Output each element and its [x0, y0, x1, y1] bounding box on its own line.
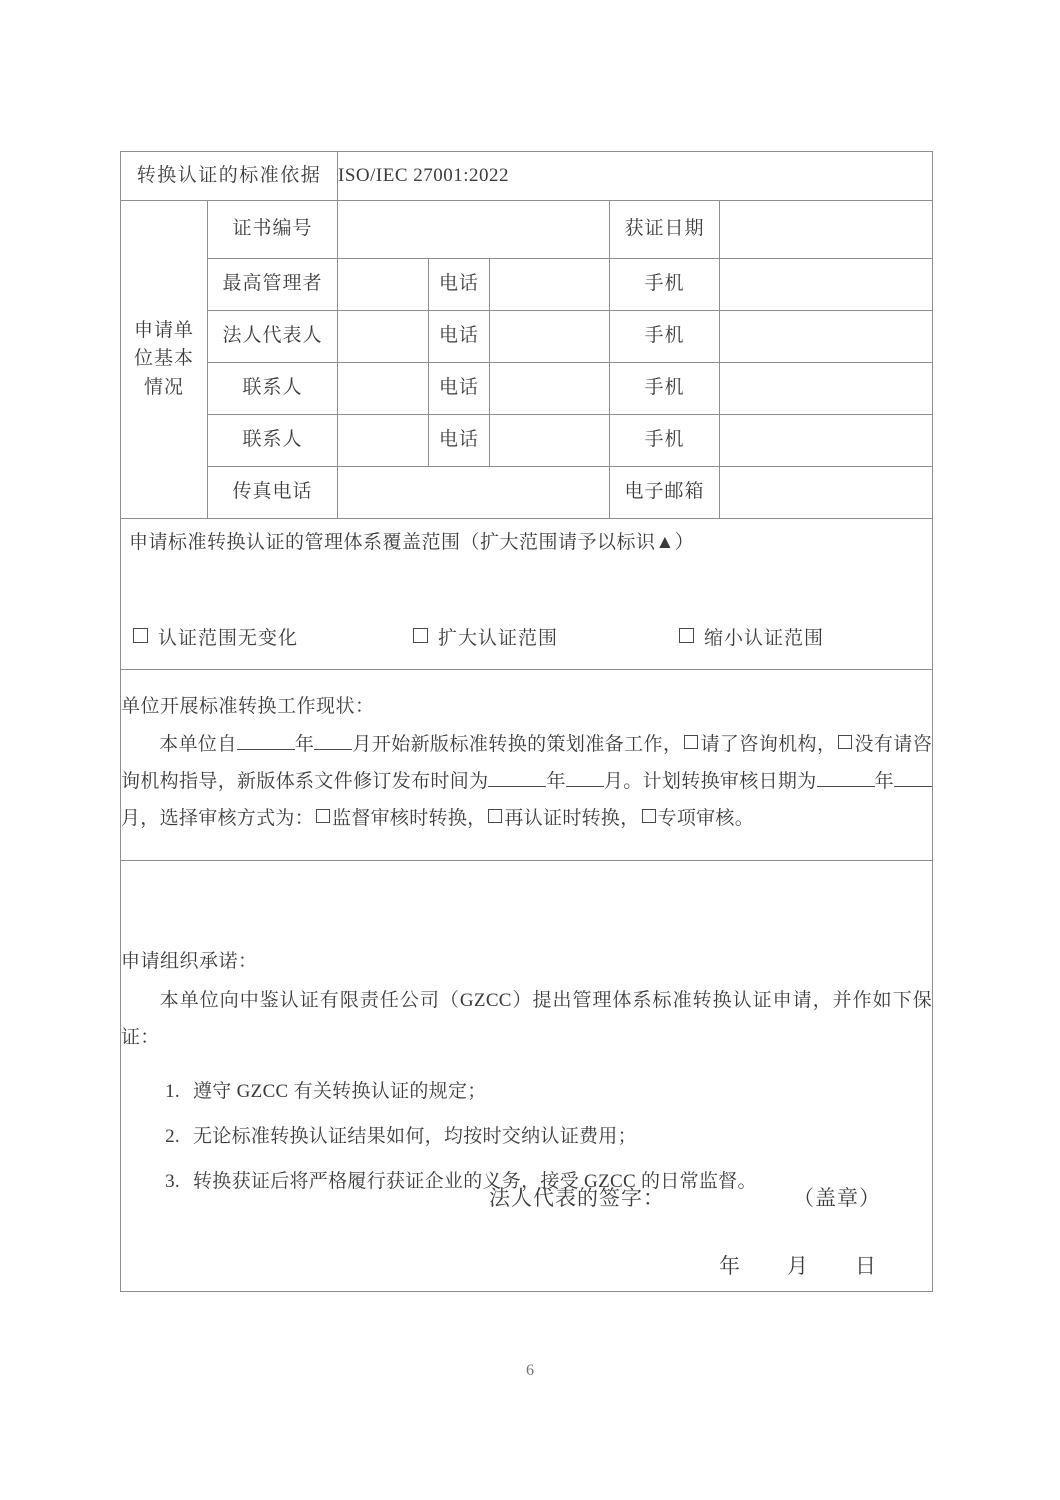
list-item: 3. 转换获证后将严格履行获证企业的义务，接受 GZCC 的日常监督。 — [185, 1160, 932, 1205]
blank-month-3[interactable] — [894, 786, 932, 787]
contact-2-phone-value[interactable] — [490, 415, 610, 467]
status-paragraph — [121, 726, 932, 837]
contact-1-mobile-value[interactable] — [720, 363, 933, 415]
top-manager-label: 最高管理者 — [208, 259, 338, 311]
certificate-number-value[interactable] — [338, 201, 610, 259]
table-row-fax-email — [121, 467, 933, 519]
date-year-label: 年 — [719, 1254, 741, 1278]
list-item: 2. 无论标准转换认证结果如何，均按时交纳认证费用； — [185, 1115, 932, 1160]
conversion-application-form — [120, 151, 933, 1292]
checkbox-icon[interactable] — [488, 809, 502, 823]
scope-choice-group — [121, 625, 932, 665]
contact-1-mobile-label: 手机 — [610, 363, 720, 415]
status-text-1: 本单位自 — [159, 733, 237, 755]
legal-representative-phone-label: 电话 — [429, 311, 490, 363]
checkbox-icon[interactable] — [316, 809, 330, 823]
seal-label: （盖章） — [793, 1186, 881, 1210]
table-row-contact-2 — [121, 415, 933, 467]
table-row-legal-representative — [121, 311, 933, 363]
legal-representative-mobile-value[interactable] — [720, 311, 933, 363]
top-manager-phone-value[interactable] — [490, 259, 610, 311]
table-row-contact-1 — [121, 363, 933, 415]
side-label-line-1: 申请单 — [133, 319, 194, 341]
status-section — [121, 670, 933, 861]
signature-label: 法人代表的签字： — [489, 1186, 665, 1210]
checkbox-icon[interactable] — [133, 628, 148, 643]
issue-date-label: 获证日期 — [610, 201, 720, 259]
scope-choice-reduce[interactable] — [679, 625, 824, 654]
top-manager-value[interactable] — [338, 259, 429, 311]
legal-representative-value[interactable] — [338, 311, 429, 363]
legal-representative-label: 法人代表人 — [208, 311, 338, 363]
status-text-11: 再认证时转换， — [504, 807, 640, 829]
checkbox-icon[interactable] — [642, 809, 656, 823]
status-text-9: 月，选择审核方式为： — [121, 807, 315, 829]
legal-representative-phone-value[interactable] — [490, 311, 610, 363]
blank-year-1[interactable] — [237, 749, 295, 750]
top-manager-mobile-label: 手机 — [610, 259, 720, 311]
scope-title: 申请标准转换认证的管理体系覆盖范围（扩大范围请予以标识▲） — [129, 531, 695, 553]
blank-year-2[interactable] — [488, 786, 546, 787]
scope-section — [121, 519, 933, 670]
legal-representative-mobile-label: 手机 — [610, 311, 720, 363]
side-label-line-2: 位基本 — [133, 348, 194, 370]
status-text-6: 年 — [546, 770, 566, 792]
side-label-line-3: 情况 — [143, 376, 184, 398]
contact-2-value[interactable] — [338, 415, 429, 467]
status-text-7: 月。计划转换审核日期为 — [603, 770, 817, 792]
table-row-certificate-number — [121, 201, 933, 259]
page-number: 6 — [526, 1362, 534, 1379]
blank-month-1[interactable] — [314, 749, 352, 750]
promise-section — [121, 861, 933, 1292]
standard-basis-row — [121, 152, 933, 201]
scope-choice-no-change-label: 认证范围无变化 — [158, 628, 299, 650]
standard-basis-label: 转换认证的标准依据 — [121, 152, 338, 201]
contact-2-mobile-value[interactable] — [720, 415, 933, 467]
fax-value[interactable] — [338, 467, 610, 519]
checkbox-icon[interactable] — [684, 735, 698, 749]
status-text-5: 没有请咨询机构指导，新版体系文件修订发布时间为 — [121, 733, 933, 792]
scope-choice-expand[interactable] — [413, 625, 558, 654]
table-row-top-manager — [121, 259, 933, 311]
status-text-12: 专项审核。 — [657, 807, 755, 829]
list-item: 1. 遵守 GZCC 有关转换认证的规定； — [185, 1070, 932, 1115]
blank-month-2[interactable] — [566, 786, 604, 787]
status-text-3: 月开始新版标准转换的策划准备工作， — [352, 733, 683, 755]
issue-date-value[interactable] — [720, 201, 933, 259]
contact-1-phone-label: 电话 — [429, 363, 490, 415]
contact-1-phone-value[interactable] — [490, 363, 610, 415]
status-section-row — [121, 670, 933, 861]
status-text-2: 年 — [294, 733, 315, 755]
checkbox-icon[interactable] — [679, 628, 694, 643]
standard-basis-value[interactable]: ISO/IEC 27001:2022 — [338, 152, 933, 201]
email-value[interactable] — [720, 467, 933, 519]
status-text-10: 监督审核时转换， — [332, 807, 487, 829]
date-month-label: 月 — [787, 1254, 809, 1278]
certificate-number-label: 证书编号 — [208, 201, 338, 259]
scope-choice-reduce-label: 缩小认证范围 — [704, 628, 825, 650]
contact-1-label: 联系人 — [208, 363, 338, 415]
applicant-section-side-label — [121, 201, 208, 519]
promise-section-row — [121, 861, 933, 1292]
top-manager-mobile-value[interactable] — [720, 259, 933, 311]
contact-2-mobile-label: 手机 — [610, 415, 720, 467]
promise-intro — [121, 982, 932, 1056]
status-text-8: 年 — [874, 770, 895, 792]
scope-section-row — [121, 519, 933, 670]
blank-year-3[interactable] — [817, 786, 875, 787]
promise-heading: 申请组织承诺： — [121, 950, 258, 972]
email-label: 电子邮箱 — [610, 467, 720, 519]
status-heading: 单位开展标准转换工作现状： — [121, 696, 375, 718]
scope-choice-expand-label: 扩大认证范围 — [438, 628, 559, 650]
fax-label: 传真电话 — [208, 467, 338, 519]
contact-2-phone-label: 电话 — [429, 415, 490, 467]
promise-intro-text: 本单位向中鉴认证有限责任公司（GZCC）提出管理体系标准转换认证申请，并作如下保证： — [121, 990, 933, 1049]
contact-1-value[interactable] — [338, 363, 429, 415]
top-manager-phone-label: 电话 — [429, 259, 490, 311]
contact-2-label: 联系人 — [208, 415, 338, 467]
checkbox-icon[interactable] — [838, 735, 852, 749]
scope-choice-no-change[interactable] — [133, 625, 298, 654]
date-day-label: 日 — [855, 1254, 877, 1278]
status-text-4: 请了咨询机构， — [700, 733, 837, 755]
checkbox-icon[interactable] — [413, 628, 428, 643]
